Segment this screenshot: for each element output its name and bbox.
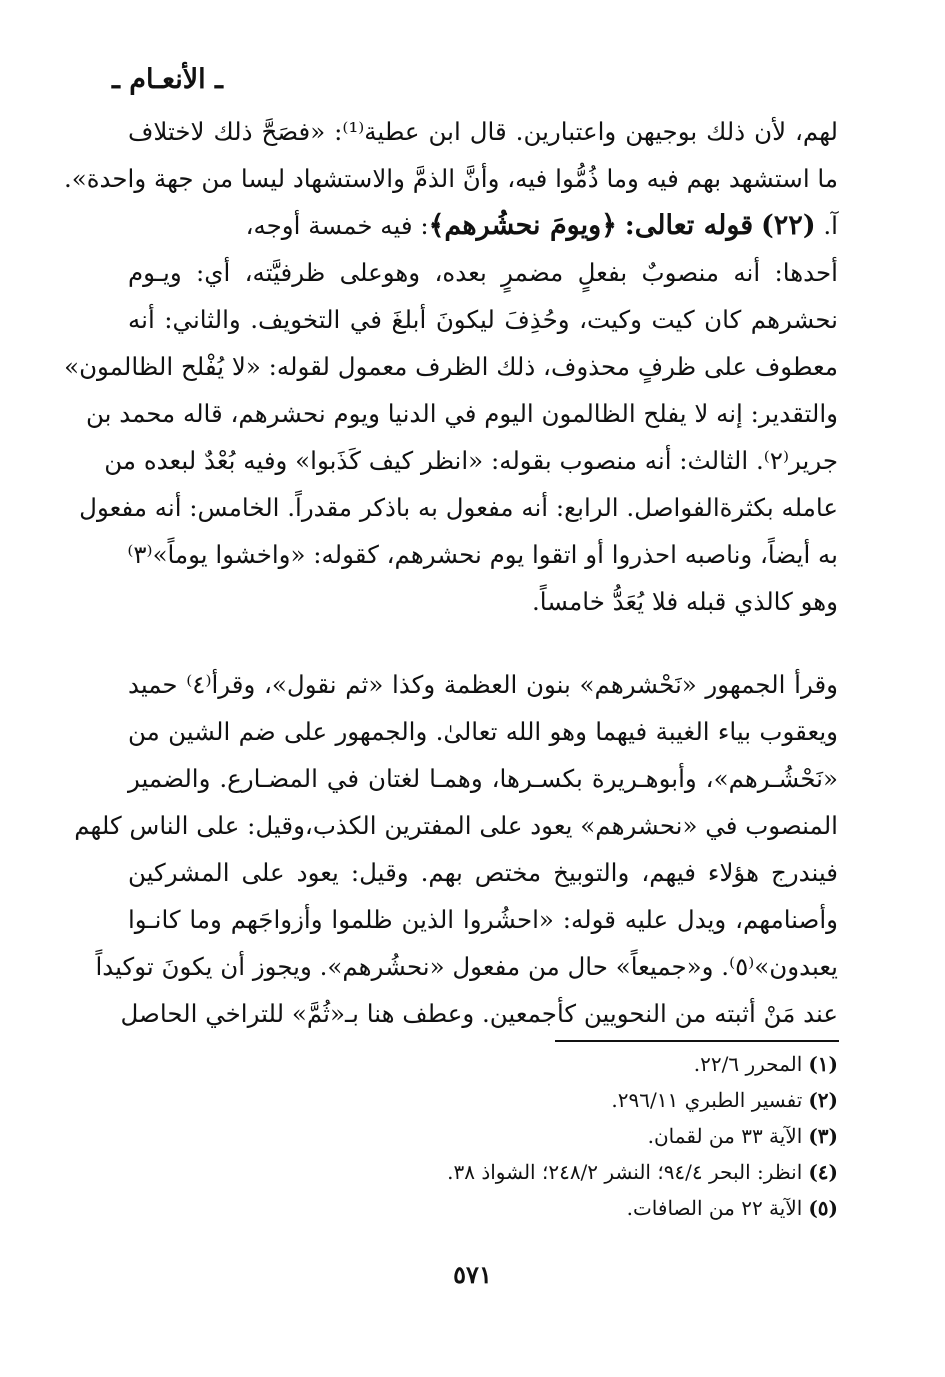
section-marker: آ. <box>823 211 838 240</box>
section-lead: قوله تعالى: <box>624 210 754 241</box>
footnote-divider <box>555 1040 839 1042</box>
page-number: ٥٧١ <box>453 1260 492 1289</box>
running-header: ـ الأنعـام ـ <box>112 64 223 95</box>
footnote-text: الآية ٢٢ من الصافات. <box>626 1196 803 1220</box>
text-line: ما استشهد بهم فيه وما ذُمُّوا فيه، وأنَّ الذمَّ والاستشهاد ليسا من جهة واحدة». <box>63 164 838 193</box>
text-line: وهو كالذي قبله فلا يُعَدُّ خامساً. <box>532 587 838 616</box>
section-quote: ﴿ويومَ نحشُرهم﴾ <box>428 210 617 241</box>
paragraph-gap <box>128 625 838 661</box>
text-line: معطوف على ظرفٍ محذوف، ذلك الظرف معمول لقوله: «لا يُفْلح الظالمون» <box>64 352 838 381</box>
footnote <box>128 1082 838 1118</box>
footnote-number: (٥) <box>808 1196 838 1220</box>
text-line: أحدها: أنه منصوبٌ بفعلٍ مضمرٍ بعده، وهوعلى ظرفيَّته، أي: ويـوم <box>128 258 838 287</box>
text-line: به أيضاً، وناصبه احذروا أو اتقوا يوم نحشرهم، كقوله: «واخشوا يوماً»⁽٣⁾ <box>127 540 838 569</box>
text-line: يعبدون»⁽٥⁾. و«جميعاً» حال من مفعول «نحشُرهم». ويجوز أن يكونَ توكيداً <box>95 952 838 981</box>
footnote <box>128 1046 838 1082</box>
footnote <box>128 1190 838 1226</box>
footnote <box>128 1118 838 1154</box>
footnote-text: تفسير الطبري ٢٩٦/١١. <box>611 1088 803 1112</box>
footnotes <box>128 1046 838 1226</box>
text-line: نحشرهم كان كيت وكيت، وحُذِفَ ليكونَ أبلغَ في التخويف. والثاني: أنه <box>128 305 838 334</box>
text-line: جرير⁽٢⁾. الثالث: أنه منصوب بقوله: «انظر كيف كَذَبوا» وفيه بُعْدٌ لبعده من <box>104 446 838 475</box>
footnote-number: (٣) <box>808 1124 838 1148</box>
footnote-text: انظر: البحر ٩٤/٤؛ النشر ٢٤٨/٢؛ الشواذ ٣٨. <box>447 1160 803 1184</box>
footnote-text: المحرر ٢٢/٦. <box>693 1052 803 1076</box>
text-line: وأصنامهم، ويدل عليه قوله: «احشُروا الذين ظلموا وأزواجَهم وما كانـوا <box>128 905 838 934</box>
footnote-number: (١) <box>808 1052 838 1076</box>
text-line: وقرأ الجمهور «نَحْشرهم» بنون العظمة وكذا «ثم نقول»، وقرأ⁽٤⁾ حميد <box>128 670 838 699</box>
text-line: لهم، لأن ذلك بوجيهن واعتبارين. قال ابن عطية⁽¹⁾: «فصَحَّ ذلك لاختلاف <box>128 117 838 146</box>
section-number: (٢٢) <box>761 210 816 241</box>
text-line: «نَحْشُـرهم»، وأبوهـريرة بكسـرها، وهمـا لغتان في المضـارع. والضمير <box>128 764 838 793</box>
text-line: عامله بكثرةالفواصل. الرابع: أنه مفعول به باذكر مقدراً. الخامس: أنه مفعول <box>79 493 838 522</box>
footnote-text: الآية ٣٣ من لقمان. <box>647 1124 803 1148</box>
main-text <box>63 108 838 1037</box>
footnote-number: (٢) <box>808 1088 838 1112</box>
section-rest: : فيه خمسة أوجه، <box>245 211 429 240</box>
text-line: عند مَنْ أثبته من النحويين كأجمعين. وعطف هنا بـ«ثُمَّ» للتراخي الحاصل <box>120 999 838 1028</box>
footnote-number: (٤) <box>808 1160 838 1184</box>
text-line: والتقدير: إنه لا يفلح الظالمون اليوم في الدنيا ويوم نحشرهم، قاله محمد بن <box>85 399 838 428</box>
text-line: ويعقوب بياء الغيبة فيهما وهو الله تعالىٰ. والجمهور على ضم الشين من <box>128 717 838 746</box>
footnote <box>128 1154 838 1190</box>
section-heading <box>128 202 838 249</box>
text-line: المنصوب في «نحشرهم» يعود على المفترين الكذب،وقيل: على الناس كلهم <box>74 811 838 840</box>
text-line: فيندرج هؤلاء فيهم، والتوبيخ مختص بهم. وقيل: يعود على المشركين <box>128 858 838 887</box>
